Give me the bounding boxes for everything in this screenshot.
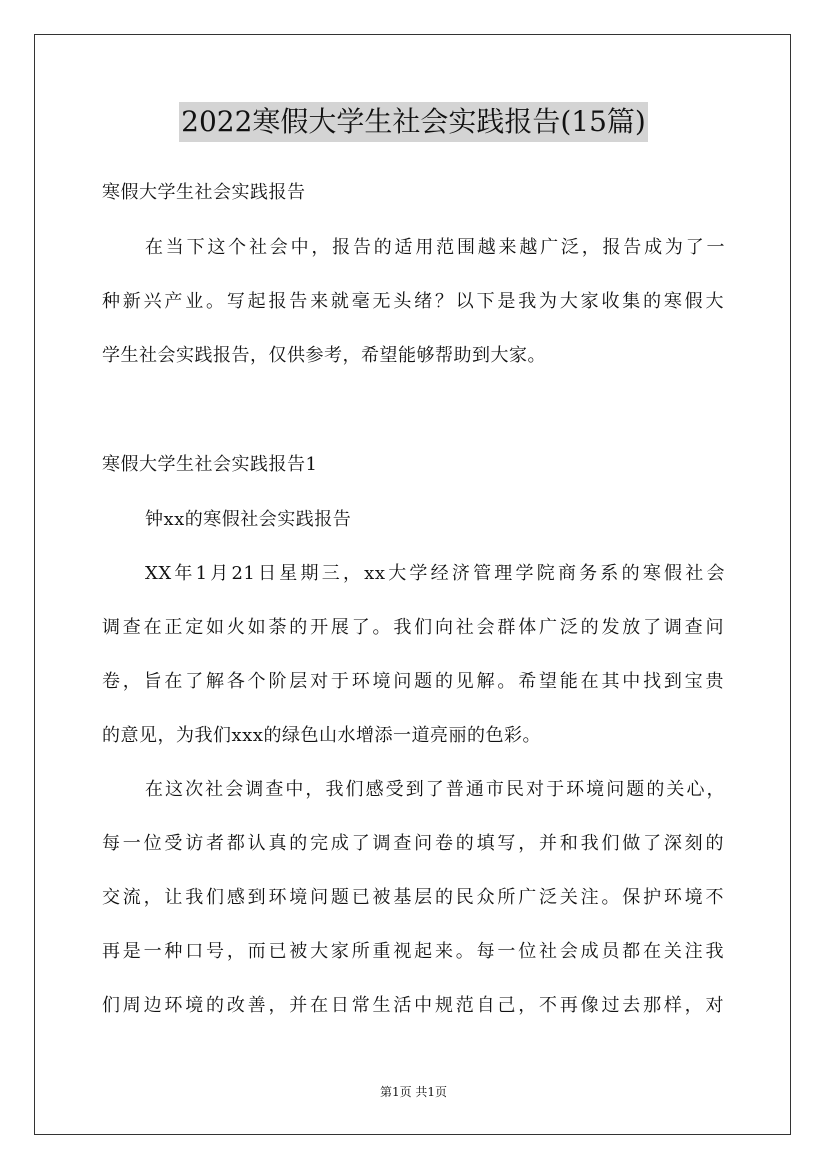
document-subtitle: 寒假大学生社会实践报告 xyxy=(102,182,306,203)
page-footer: 第1页 共1页 xyxy=(379,1085,448,1099)
para1-line-2: 调查在正定如火如荼的开展了。我们向社会群体广泛的发放了调查问 xyxy=(102,617,724,638)
intro-line-1: 在当下这个社会中，报告的适用范围越来越广泛，报告成为了一 xyxy=(145,237,725,258)
intro-line-3: 学生社会实践报告，仅供参考，希望能够帮助到大家。 xyxy=(102,345,546,366)
document-title: 2022寒假大学生社会实践报告(15篇) xyxy=(179,102,648,142)
para1-line-1: XX年1月21日星期三，xx大学经济管理学院商务系的寒假社会 xyxy=(145,563,725,584)
para2-line-5: 们周边环境的改善，并在日常生活中规范自己，不再像过去那样，对 xyxy=(102,995,724,1016)
para2-line-3: 交流，让我们感到环境问题已被基层的民众所广泛关注。保护环境不 xyxy=(102,887,724,908)
title-container xyxy=(0,102,827,142)
section-heading: 寒假大学生社会实践报告1 xyxy=(102,454,318,475)
para2-line-4: 再是一种口号，而已被大家所重视起来。每一位社会成员都在关注我 xyxy=(102,941,724,962)
para1-line-4: 的意见，为我们xxx的绿色山水增添一道亮丽的色彩。 xyxy=(102,725,541,746)
section-subheading: 钟xx的寒假社会实践报告 xyxy=(145,509,352,530)
intro-line-2: 种新兴产业。写起报告来就毫无头绪？以下是我为大家收集的寒假大 xyxy=(102,291,724,312)
para2-line-2: 每一位受访者都认真的完成了调查问卷的填写，并和我们做了深刻的 xyxy=(102,833,724,854)
para1-line-3: 卷，旨在了解各个阶层对于环境问题的见解。希望能在其中找到宝贵 xyxy=(102,671,724,692)
para2-line-1: 在这次社会调查中，我们感受到了普通市民对于环境问题的关心， xyxy=(145,779,725,800)
